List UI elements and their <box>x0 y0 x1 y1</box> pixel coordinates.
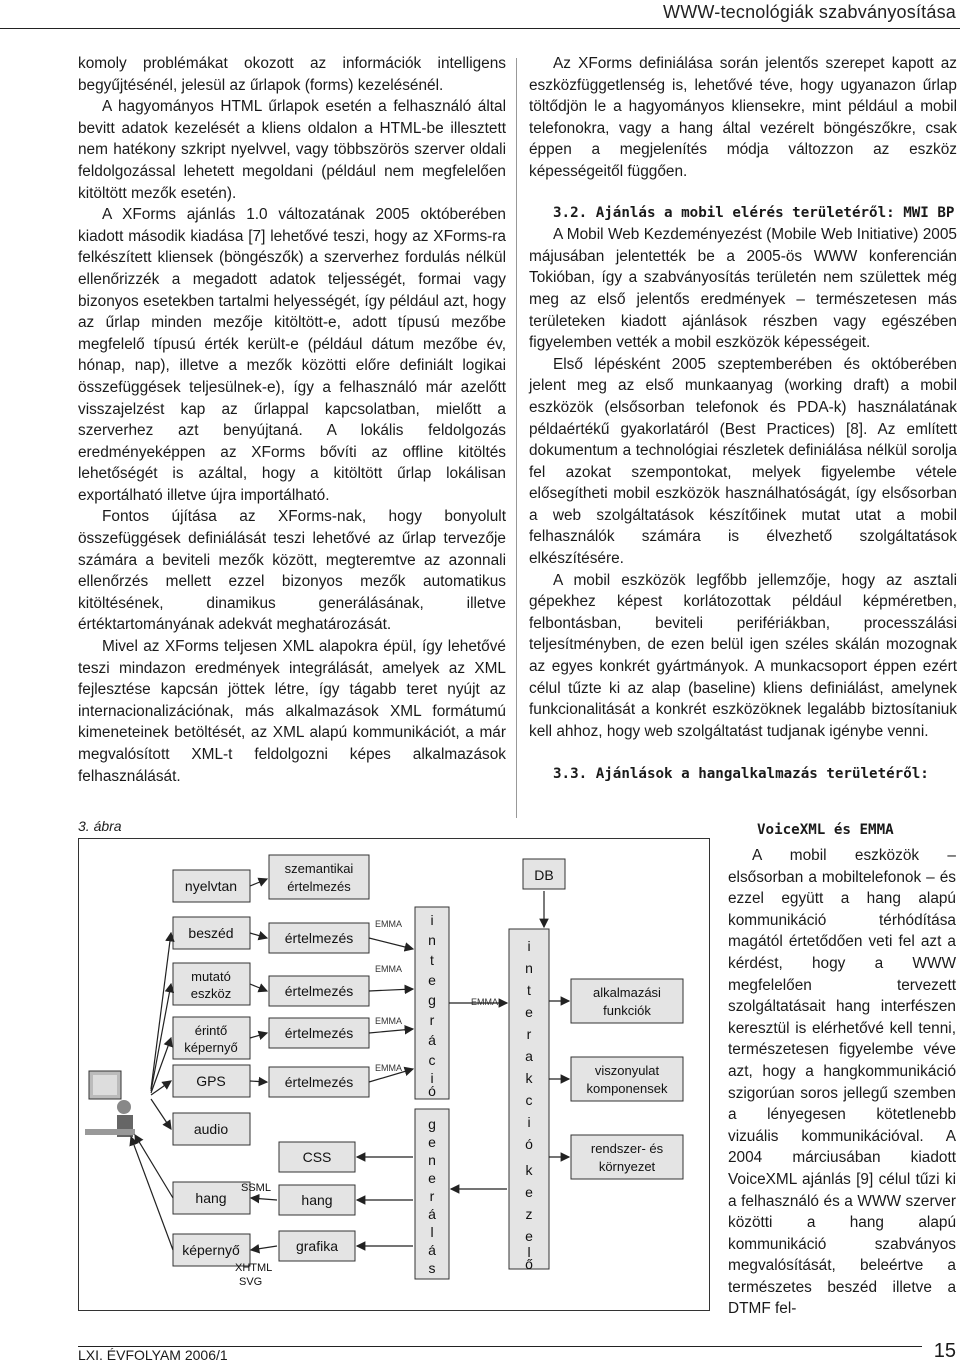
svg-text:EMMA: EMMA <box>471 997 498 1007</box>
paragraph: Első lépésként 2005 szeptemberében és októberében jelent meg az első munkaanyag (working draft) a mobil eszközök (elsősorban telefonok és PDA-k) használatának példaértékű gyakorlatáról (Best Practices) [8]. Az említett dokumentum a technológiai részletek definiálása nélkül sorolja fel azokat szempontokat, melyek figyelembe vétele elősegítheti mobil eszközök használhatóságát, így elsősorban a web szolgáltatások készítőinek mutat utat a mobil felhasználók számára is élvezhető szolgáltatások elkészítésére. <box>529 355 957 568</box>
column-divider <box>516 58 517 818</box>
svg-text:c: c <box>428 1052 436 1068</box>
svg-text:á: á <box>428 1206 436 1222</box>
svg-text:r: r <box>429 1012 435 1028</box>
svg-text:á: á <box>428 1242 436 1258</box>
input-boxes <box>173 870 250 1266</box>
svg-text:grafika: grafika <box>295 1238 339 1254</box>
svg-text:funkciók: funkciók <box>603 1003 651 1018</box>
svg-text:a: a <box>525 1048 533 1064</box>
paragraph: A Mobil Web Kezdeményezést (Mobile Web Initiative) 2005 májusában jelentették be a 2005-ös WWW konferencián Tokióban, így a szabványosítás területén nem születtek még meg az első jelentős eredmények – természetesen más területeken kiadott ajánlások részben vagy egészében figyelemben vették a mobil eszközök képességeit. <box>529 226 957 352</box>
right-column <box>529 53 957 786</box>
svg-text:t: t <box>430 952 434 968</box>
svg-text:érintő: érintő <box>194 1023 228 1038</box>
figure-label: 3. ábra <box>78 818 122 834</box>
svg-text:e: e <box>428 972 436 988</box>
user-computer-icon <box>85 1071 135 1137</box>
running-header <box>0 0 960 29</box>
svg-text:szemantikai: szemantikai <box>284 861 354 876</box>
paragraph: A mobil eszközök – elsősorban a mobiltelefonok – és ezzel együtt a hang alapú kommunikáció térhódítása magától értetődően veti fel azt a kérdést, hogy a WWW megfelelően tervezett szolgáltatásait hang interfészen keresztül is elérhetővé kell tenni, természetesen figyelembe véve azt, hogy a hangkommunikáció szigorúan soros jellegű szemben a lényegesen kötetlenebb vizuális kommunikációval. A 2004 márciusában kiadott VoiceXML ajánlás [9] célul tűzi ki a felhasználó és a WWW szerver közötti a hang alapú kommunikáció szabványos megvalósítását, beleértve a természetes beszéd illetve a DTMF fel- <box>728 847 956 1318</box>
svg-text:i: i <box>430 1070 434 1086</box>
svg-text:értelmezés: értelmezés <box>284 930 354 946</box>
left-column <box>78 53 506 787</box>
svg-text:l: l <box>527 1244 531 1260</box>
paragraph: Fontos újítása az XForms-nak, hogy bonyolult összefüggések definiálását teszi lehetővé az űrlap tervezője számára a beviteli mezők között, megteremtve az azonnali ellenőrzés mellett ezzel bizonyos mezők automatikus kitöltésének, dinamikus generálásának, illetve értéktartományának adekvát meghatározását. <box>78 508 506 634</box>
input-label: beszéd <box>188 925 234 941</box>
svg-text:s: s <box>428 1260 436 1276</box>
wrapped-column <box>728 845 956 1320</box>
paragraph: komoly problémákat okozott az információk intelligens begyűjtésénél, jelesül az űrlapok (forms) kezelésénél. <box>78 55 506 94</box>
section-title-3-3-second-line: VoiceXML és EMMA <box>757 822 894 838</box>
svg-text:értelmezés: értelmezés <box>284 983 354 999</box>
svg-text:n: n <box>428 1152 436 1168</box>
input-label: hang <box>195 1190 227 1206</box>
svg-text:e: e <box>525 1228 533 1244</box>
svg-text:e: e <box>525 1004 533 1020</box>
svg-text:r: r <box>526 1026 532 1042</box>
footer-journal: LXI. ÉVFOLYAM 2006/1 <box>78 1347 228 1363</box>
svg-text:környezet: környezet <box>598 1159 656 1174</box>
svg-text:értelmezés: értelmezés <box>284 1025 354 1041</box>
svg-text:DB: DB <box>534 867 554 883</box>
svg-text:SVG: SVG <box>239 1276 263 1288</box>
paragraph: A mobil eszközök legfőbb jellemzője, hogy az asztali gépekhez képest korlátozottak például képméretben, felbontásban, beviteli perifériákban, processzálási teljesítményben, de ezen belül igen széles skálán mozognak az egyes konkrét gyártmányok. A munkacsoport éppen ezért célul tűzte ki az alap (baseline) kliens definiálást, amelynek funkcionalitását a konkrét eszközöknek legalább biztosítaniuk kell ahhoz, hogy web szolgáltatást tudjanak igénybe venni. <box>529 571 957 740</box>
svg-text:értelmezés: értelmezés <box>287 879 351 894</box>
svg-text:CSS: CSS <box>302 1149 332 1165</box>
svg-text:képernyő: képernyő <box>184 1040 238 1055</box>
svg-text:EMMA: EMMA <box>375 1063 402 1073</box>
paragraph: A XForms ajánlás 1.0 változatának 2005 októberében kiadott második kiadása [7] lehetővé teszi, hogy az XForms-ra felkészített kliensek (böngészők) a szerverhez fordulás nélkül ellenőrizzék a megadott adatok teljességét, formai vagy bizonyos esetekben tartalmi helyességét, így például azt, hogy az űrlap minden mezője kitöltött-e, adott típusú mezőbe megfelelő típusú érték került-e (például dátum mezőbe év, hónap, nap), illetve a mezők közötti előre definiált logikai összefüggések teljesülnek-e), így a felhasználó már azelőtt visszajelzést kap az űrlappal kapcsolatban, mielőtt a szerverhez azt benyújtaná. A lokális feldolgozás eredményeképpen az XForms bővíti az offline kitöltés lehetőségét is azáltal, hogy a kitöltött űrlap lokálisan exportálható illetve újra importálható. <box>78 206 506 504</box>
svg-text:e: e <box>525 1184 533 1200</box>
figure-svg <box>79 839 711 1312</box>
svg-text:e: e <box>428 1170 436 1186</box>
svg-text:n: n <box>525 960 533 976</box>
svg-text:á: á <box>428 1032 436 1048</box>
svg-text:EMMA: EMMA <box>375 1016 402 1026</box>
svg-text:n: n <box>428 932 436 948</box>
svg-text:z: z <box>525 1206 533 1222</box>
svg-text:g: g <box>428 1116 436 1132</box>
svg-text:e: e <box>428 1134 436 1150</box>
section-title-3-3: 3.3. Ajánlások a hangalkalmazás területéről: <box>553 766 929 783</box>
svg-text:viszonyulat: viszonyulat <box>594 1063 660 1078</box>
svg-text:ő: ő <box>525 1256 533 1272</box>
svg-text:komponensek: komponensek <box>586 1081 668 1096</box>
svg-text:alkalmazási: alkalmazási <box>593 985 661 1000</box>
input-label: GPS <box>196 1073 226 1089</box>
svg-text:i: i <box>527 938 531 954</box>
paragraph: Mivel az XForms teljesen XML alapokra épül, így lehetővé teszi mindazon eredmények integrálását, amelyek az XML fejlesztése kapcsán jöttek létre, így tágabb teret nyújt az internacionalizációnak, más alkalmazások XML formátumú kimeneteinek betöltését, az XML alapú kommunikációt, a már megvalósított XML-t feldolgozni képes alkalmazások felhasználását. <box>78 638 506 785</box>
svg-text:SSML: SSML <box>241 1182 271 1194</box>
svg-text:i: i <box>527 1114 531 1130</box>
svg-text:k: k <box>525 1162 533 1178</box>
header-title: WWW-tecnológiák szabványosítása <box>663 2 956 22</box>
svg-text:EMMA: EMMA <box>375 919 402 929</box>
paragraph: Az XForms definiálása során jelentős szerepet kapott az eszközfüggetlenség is, lehetővé téve, hogy ugyanazon űrlap töltődjön le a hagyományos kliensekre, mint például a mobil telefonokra, vagy a hang által vezérelt böngészőkre, csak éppen a megjelenítés módja változzon az eszköz képességeitől függően. <box>529 55 957 180</box>
svg-text:mutató: mutató <box>191 969 231 984</box>
svg-text:eszköz: eszköz <box>190 986 232 1001</box>
svg-text:k: k <box>525 1070 533 1086</box>
svg-text:EMMA: EMMA <box>375 964 402 974</box>
svg-text:XHTML: XHTML <box>235 1262 273 1274</box>
page-number: 15 <box>933 1340 956 1362</box>
svg-text:c: c <box>525 1092 533 1108</box>
section-title-3-2: 3.2. Ajánlás a mobil elérés területéről: MWI BP <box>553 204 955 221</box>
input-label: audio <box>193 1121 229 1137</box>
svg-text:l: l <box>430 1224 434 1240</box>
svg-text:ó: ó <box>525 1136 533 1152</box>
svg-text:rendszer- és: rendszer- és <box>590 1141 664 1156</box>
svg-text:r: r <box>429 1188 435 1204</box>
architecture-figure <box>78 838 710 1311</box>
input-label: nyelvtan <box>184 878 238 894</box>
paragraph: A hagyományos HTML űrlapok esetén a felhasználó által bevitt adatok kezelését a kliens oldalon a HTML-be illesztett nem hatékony szkript nyelvvel, vagy többszörös szerver oldali feldolgozással lehetett megoldani (például nem megfelelően kitöltött mezők esetén). <box>78 98 506 202</box>
svg-text:g: g <box>428 992 436 1008</box>
input-label: képernyő <box>182 1242 240 1258</box>
svg-text:hang: hang <box>301 1192 333 1208</box>
svg-text:i: i <box>430 912 434 928</box>
svg-text:értelmezés: értelmezés <box>284 1074 354 1090</box>
svg-text:t: t <box>527 982 531 998</box>
svg-text:ó: ó <box>428 1083 436 1099</box>
